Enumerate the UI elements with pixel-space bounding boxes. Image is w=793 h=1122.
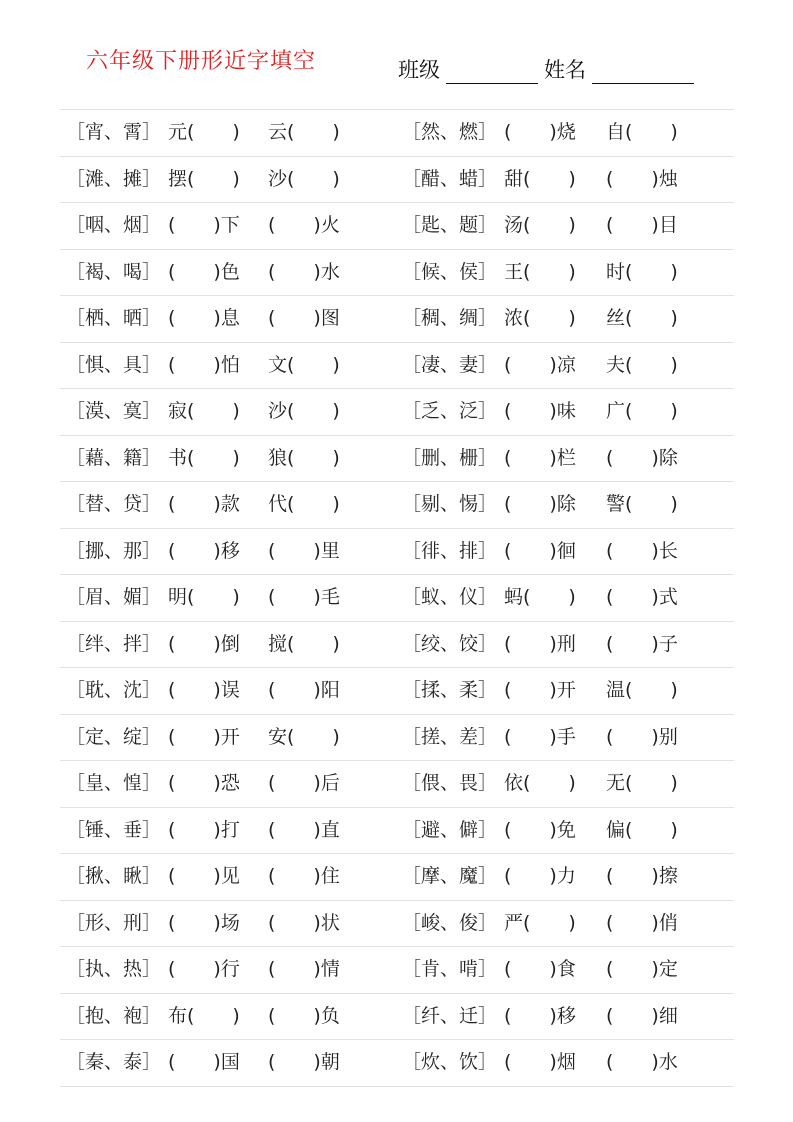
name-label: 姓名: [544, 58, 586, 82]
char-pair: ［执、热］: [66, 958, 162, 980]
fill-blank-word: ( )负: [268, 1004, 340, 1027]
fill-blank-word: ( )免: [504, 818, 576, 841]
fill-blank-word: ( )阳: [268, 679, 340, 701]
exercise-row: [60, 715, 734, 762]
fill-blank-word: 无( ): [606, 772, 678, 794]
fill-blank-word: ( )移: [504, 1004, 576, 1027]
fill-blank-word: ( )行: [168, 958, 240, 980]
fill-blank-word: ( )俏: [606, 911, 678, 934]
char-pair: ［炊、饮］: [402, 1051, 498, 1073]
fill-blank-word: 蚂( ): [504, 586, 576, 608]
fill-blank-word: ( )徊: [504, 539, 576, 562]
fill-blank-word: ( )擦: [606, 865, 678, 887]
exercise-row: [60, 761, 734, 808]
char-pair: ［肯、啃］: [402, 958, 498, 980]
fill-blank-word: ( )里: [268, 539, 340, 562]
fill-blank-word: 夫( ): [606, 353, 678, 376]
fill-blank-word: 安( ): [268, 725, 340, 748]
fill-blank-word: 广( ): [606, 400, 678, 422]
fill-blank-word: ( )见: [168, 865, 240, 887]
exercise-row: [60, 901, 734, 948]
char-pair: ［漠、寞］: [66, 400, 162, 422]
exercise-row: [60, 203, 734, 250]
fill-blank-word: 丝( ): [606, 307, 678, 329]
char-pair: ［绞、饺］: [402, 632, 498, 655]
char-pair: ［乏、泛］: [402, 400, 498, 422]
fill-blank-word: ( )火: [268, 214, 340, 236]
char-pair: ［搓、差］: [402, 725, 498, 748]
fill-blank-word: 代( ): [268, 493, 340, 515]
char-pair: ［剔、惕］: [402, 493, 498, 515]
exercise-row: [60, 250, 734, 297]
exercise-row: [60, 854, 734, 901]
exercise-row: [60, 947, 734, 994]
fill-blank-word: ( )长: [606, 539, 678, 562]
char-pair: ［稠、绸］: [402, 307, 498, 329]
fill-blank-word: 自( ): [606, 121, 678, 143]
fill-blank-word: 警( ): [606, 493, 678, 515]
fill-blank-word: ( )栏: [504, 446, 576, 469]
fill-blank-word: ( )场: [168, 911, 240, 934]
char-pair: ［凄、妻］: [402, 353, 498, 376]
char-pair: ［栖、晒］: [66, 307, 162, 329]
char-pair: ［褐、喝］: [66, 260, 162, 283]
fill-blank-word: 明( ): [168, 586, 240, 608]
fill-blank-word: 云( ): [268, 121, 340, 143]
fill-blank-word: 沙( ): [268, 167, 340, 190]
char-pair: ［眉、媚］: [66, 586, 162, 608]
char-pair: ［滩、摊］: [66, 167, 162, 190]
fill-blank-word: ( )力: [504, 865, 576, 887]
exercise-row: [60, 296, 734, 343]
fill-blank-word: 沙( ): [268, 400, 340, 422]
char-pair: ［挪、那］: [66, 539, 162, 562]
fill-blank-word: ( )烛: [606, 167, 678, 190]
char-pair: ［惧、具］: [66, 353, 162, 376]
fill-blank-word: ( )开: [168, 725, 240, 748]
char-pair: ［删、栅］: [402, 446, 498, 469]
fill-blank-word: 时( ): [606, 260, 678, 283]
exercise-grid: [60, 109, 734, 1087]
exercise-row: [60, 343, 734, 390]
fill-blank-word: 摆( ): [168, 167, 240, 190]
exercise-row: [60, 1040, 734, 1087]
fill-blank-word: ( )怕: [168, 353, 240, 376]
name-field-line: [592, 63, 694, 84]
char-pair: ［宵、霄］: [66, 121, 162, 143]
fill-blank-word: ( )色: [168, 260, 240, 283]
exercise-row: [60, 389, 734, 436]
char-pair: ［然、燃］: [402, 121, 498, 143]
char-pair: ［峻、俊］: [402, 911, 498, 934]
exercise-row: [60, 529, 734, 576]
class-label: 班级: [398, 58, 440, 82]
char-pair: ［纤、迁］: [402, 1004, 498, 1027]
fill-blank-word: 浓( ): [504, 307, 576, 329]
char-pair: ［咽、烟］: [66, 214, 162, 236]
fill-blank-word: ( )定: [606, 958, 678, 980]
exercise-row: [60, 436, 734, 483]
char-pair: ［醋、蜡］: [402, 167, 498, 190]
student-info: [398, 54, 700, 84]
char-pair: ［锤、垂］: [66, 818, 162, 841]
worksheet-title: 六年级下册形近字填空: [86, 49, 317, 74]
class-field-line: [446, 63, 538, 84]
char-pair: ［定、绽］: [66, 725, 162, 748]
fill-blank-word: 甜( ): [504, 167, 576, 190]
fill-blank-word: ( )烟: [504, 1051, 576, 1073]
fill-blank-word: ( )烧: [504, 121, 576, 143]
char-pair: ［替、贷］: [66, 493, 162, 515]
char-pair: ［抱、袍］: [66, 1004, 162, 1027]
fill-blank-word: ( )除: [606, 446, 678, 469]
fill-blank-word: 温( ): [606, 679, 678, 701]
fill-blank-word: 搅( ): [268, 632, 340, 655]
fill-blank-word: ( )状: [268, 911, 340, 934]
fill-blank-word: ( )细: [606, 1004, 678, 1027]
char-pair: ［匙、题］: [402, 214, 498, 236]
exercise-row: [60, 110, 734, 157]
exercise-row: [60, 622, 734, 669]
fill-blank-word: 汤( ): [504, 214, 576, 236]
fill-blank-word: ( )手: [504, 725, 576, 748]
exercise-row: [60, 575, 734, 622]
fill-blank-word: ( )味: [504, 400, 576, 422]
fill-blank-word: ( )目: [606, 214, 678, 236]
char-pair: ［秦、泰］: [66, 1051, 162, 1073]
fill-blank-word: ( )水: [268, 260, 340, 283]
char-pair: ［绊、拌］: [66, 632, 162, 655]
fill-blank-word: 文( ): [268, 353, 340, 376]
char-pair: ［蚁、仪］: [402, 586, 498, 608]
fill-blank-word: ( )国: [168, 1051, 240, 1073]
fill-blank-word: ( )倒: [168, 632, 240, 655]
fill-blank-word: 布( ): [168, 1004, 240, 1027]
fill-blank-word: ( )开: [504, 679, 576, 701]
fill-blank-word: ( )息: [168, 307, 240, 329]
fill-blank-word: ( )除: [504, 493, 576, 515]
fill-blank-word: ( )毛: [268, 586, 340, 608]
char-pair: ［形、刑］: [66, 911, 162, 934]
fill-blank-word: ( )误: [168, 679, 240, 701]
fill-blank-word: ( )凉: [504, 353, 576, 376]
fill-blank-word: ( )刑: [504, 632, 576, 655]
fill-blank-word: ( )移: [168, 539, 240, 562]
fill-blank-word: ( )住: [268, 865, 340, 887]
fill-blank-word: ( )别: [606, 725, 678, 748]
fill-blank-word: 偏( ): [606, 818, 678, 841]
fill-blank-word: 王( ): [504, 260, 576, 283]
char-pair: ［藉、籍］: [66, 446, 162, 469]
fill-blank-word: ( )子: [606, 632, 678, 655]
exercise-row: [60, 668, 734, 715]
fill-blank-word: ( )打: [168, 818, 240, 841]
fill-blank-word: ( )食: [504, 958, 576, 980]
fill-blank-word: ( )朝: [268, 1051, 340, 1073]
fill-blank-word: 书( ): [168, 446, 240, 469]
char-pair: ［候、侯］: [402, 260, 498, 283]
char-pair: ［偎、畏］: [402, 772, 498, 794]
fill-blank-word: 狼( ): [268, 446, 340, 469]
fill-blank-word: ( )直: [268, 818, 340, 841]
fill-blank-word: ( )款: [168, 493, 240, 515]
exercise-row: [60, 994, 734, 1041]
fill-blank-word: 依( ): [504, 772, 576, 794]
char-pair: ［徘、排］: [402, 539, 498, 562]
char-pair: ［揉、柔］: [402, 679, 498, 701]
fill-blank-word: ( )水: [606, 1051, 678, 1073]
fill-blank-word: ( )后: [268, 772, 340, 794]
fill-blank-word: 严( ): [504, 911, 576, 934]
fill-blank-word: 寂( ): [168, 400, 240, 422]
fill-blank-word: ( )情: [268, 958, 340, 980]
char-pair: ［皇、惶］: [66, 772, 162, 794]
char-pair: ［避、僻］: [402, 818, 498, 841]
fill-blank-word: ( )恐: [168, 772, 240, 794]
char-pair: ［揪、瞅］: [66, 865, 162, 887]
fill-blank-word: ( )式: [606, 586, 678, 608]
fill-blank-word: 元( ): [168, 121, 240, 143]
exercise-row: [60, 808, 734, 855]
char-pair: ［摩、魔］: [402, 865, 498, 887]
exercise-row: [60, 157, 734, 204]
char-pair: ［耽、沈］: [66, 679, 162, 701]
exercise-row: [60, 482, 734, 529]
fill-blank-word: ( )下: [168, 214, 240, 236]
fill-blank-word: ( )图: [268, 307, 340, 329]
